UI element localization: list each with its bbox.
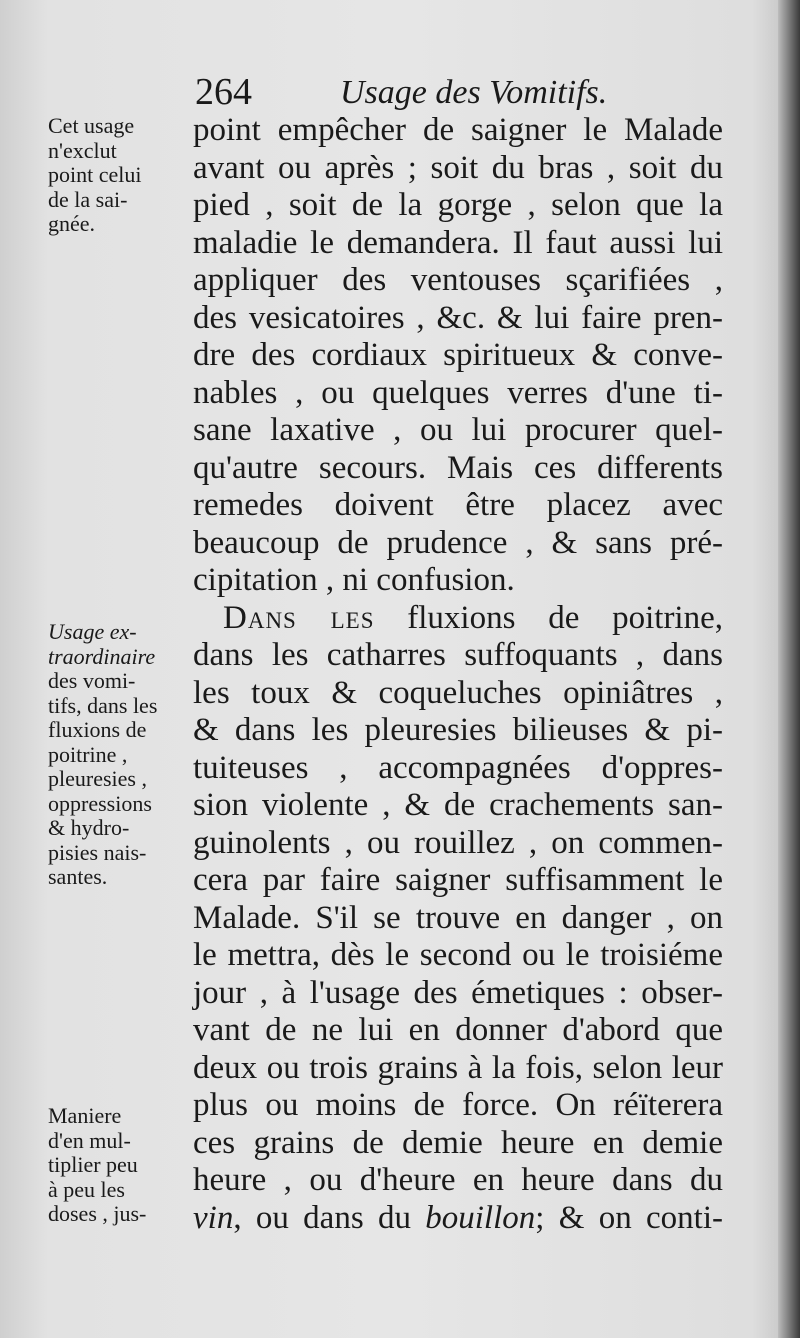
margin-line: doses , jus- [48, 1201, 147, 1226]
page-number: 264 [195, 71, 252, 113]
opening-rest: fluxions de poitrine, [374, 599, 723, 636]
margin-line: point celui [48, 162, 142, 187]
margin-note-doses [48, 1104, 183, 1227]
text-line: tuiteuses , accompagnées d'oppres- [193, 749, 723, 786]
text-line: pied , soit de la gorge , selon que la [193, 187, 723, 223]
text-line: qu'autre secours. Mais ces differents [193, 449, 723, 486]
text-line-final [193, 1200, 723, 1238]
margin-line: pisies nais- [48, 839, 147, 865]
text-line: sion violente , & de crachements san- [193, 787, 723, 823]
margin-line: Cet usage [48, 113, 135, 138]
margin-line: d'en mul- [48, 1127, 131, 1153]
text-line: dre des cordiaux spiritueux & conve- [193, 337, 723, 373]
italic-word-broth: bouillon [425, 1199, 536, 1236]
margin-line: tiplier peu [48, 1152, 138, 1177]
margin-line: des vomi- [48, 668, 136, 693]
text-line: jour , à l'usage des émetiques : obser- [193, 974, 723, 1011]
text-line: plus ou moins de force. On réïterera [193, 1087, 723, 1123]
text-line: remedes doivent être placez avec [193, 487, 723, 523]
page-header [195, 70, 755, 118]
margin-line: fluxions de [48, 717, 147, 742]
running-head: Usage des Vomitifs. [340, 74, 608, 111]
text-line: ces grains de demie heure en demie [193, 1124, 723, 1161]
page-edge-shadow [778, 0, 800, 1338]
text-segment: ; & on conti- [535, 1199, 723, 1236]
text-line: point empêcher de saigner le Malade [193, 112, 723, 148]
smallcaps-opening: Dans les [223, 599, 375, 636]
margin-line: santes. [48, 864, 108, 889]
margin-line: & hydro- [48, 815, 130, 840]
margin-line: gnée. [48, 211, 96, 236]
text-line: nables , ou quelques verres d'une ti- [193, 374, 723, 411]
text-line: appliquer des ventouses sçarifiées , [193, 262, 723, 298]
margin-line: Usage ex- [48, 619, 137, 644]
text-line: des vesicatoires , &c. & lui faire pren- [193, 299, 723, 336]
italic-word-wine: vin [193, 1199, 234, 1236]
text-line: les toux & coqueluches opiniâtres , [193, 674, 723, 711]
margin-line: de la sai- [48, 186, 128, 212]
margin-line: n'exclut [48, 137, 117, 163]
margin-note-emetics [48, 620, 183, 890]
text-line: cipitation , ni confusion. [193, 562, 515, 598]
margin-line: Maniere [48, 1103, 122, 1128]
text-line: heure , ou d'heure en heure dans du [193, 1162, 723, 1198]
text-line: guinolents , ou rouillez , on commen- [193, 824, 723, 861]
text-line: cera par faire saigner suffisamment le [193, 862, 723, 898]
margin-note-bleeding [48, 114, 183, 237]
text-line: maladie le demandera. Il faut aussi lui [193, 224, 723, 261]
text-line: vant de ne lui en donner d'abord que [193, 1012, 723, 1048]
text-line: dans les catharres suffoquants , dans [193, 637, 723, 673]
margin-line: à peu les [48, 1176, 125, 1202]
margin-line: tifs, dans les [48, 692, 158, 718]
text-line: sane laxative , ou lui procurer quel- [193, 412, 723, 448]
text-line: avant ou après ; soit du bras , soit du [193, 149, 723, 186]
text-line: & dans les pleuresies bilieuses & pi- [193, 712, 723, 748]
text-line: deux ou trois grains à la fois, selon leur [193, 1049, 723, 1086]
margin-line: oppressions [48, 790, 152, 816]
margin-line: pleuresies , [48, 766, 147, 791]
body-text [193, 112, 723, 1237]
margin-line: traordinaire [48, 643, 156, 669]
text-line: beaucoup de prudence , & sans pré- [193, 524, 723, 561]
paragraph-opening-line [193, 600, 723, 638]
text-line: le mettra, dès le second ou le troisiéme [193, 937, 723, 973]
text-line: Malade. S'il se trouve en danger , on [193, 899, 723, 936]
text-segment: , ou dans du [233, 1199, 426, 1236]
margin-line: poitrine , [48, 741, 128, 767]
